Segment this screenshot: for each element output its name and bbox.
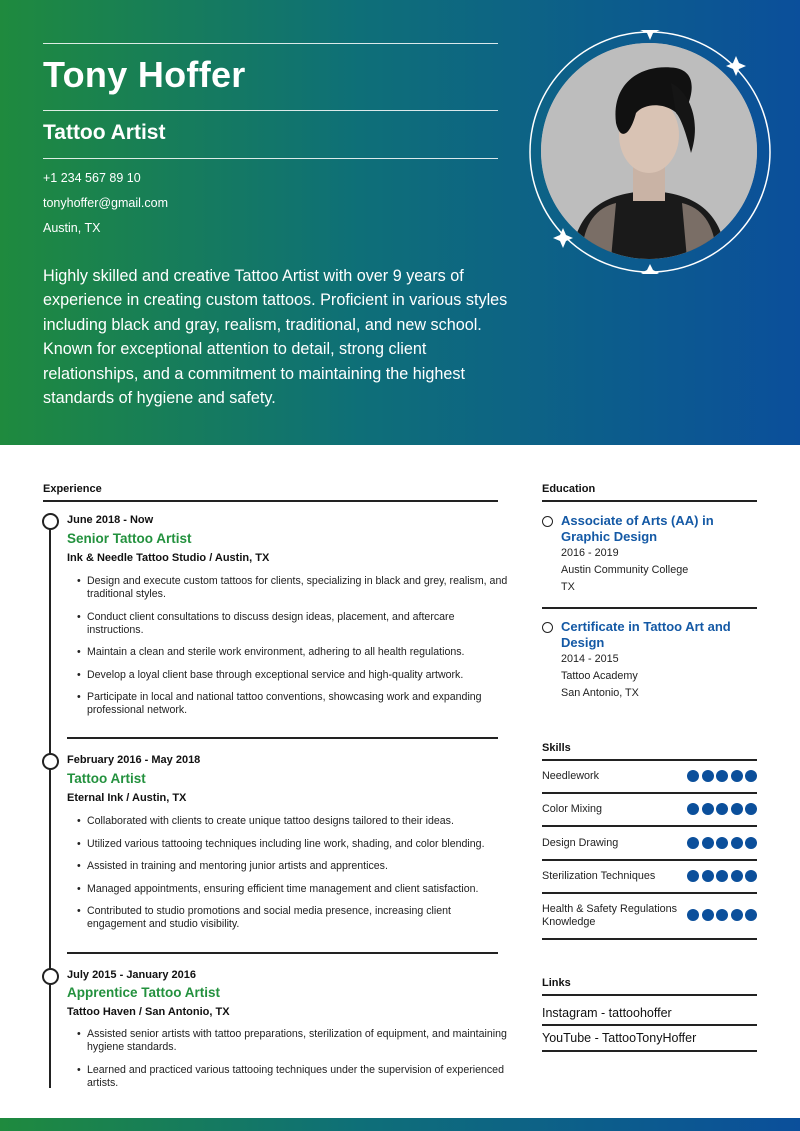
divider xyxy=(542,994,757,996)
list-item: • Develop a loyal client base through exceptional service and high-quality artwork. xyxy=(77,669,512,682)
divider xyxy=(542,607,757,609)
job-company: Tattoo Haven / San Antonio, TX xyxy=(67,1006,230,1018)
list-item: • Collaborated with clients to create unique tattoo designs tailored to their ideas. xyxy=(77,815,512,828)
profile-photo xyxy=(541,43,757,259)
candidate-name: Tony Hoffer xyxy=(43,54,246,95)
education-years: 2014 - 2015 xyxy=(561,653,619,665)
skill-level-dots xyxy=(687,837,757,849)
youtube-link[interactable]: YouTube - TattooTonyHoffer xyxy=(542,1031,697,1045)
divider xyxy=(542,938,757,940)
education-degree: Certificate in Tattoo Art and Design xyxy=(561,619,731,650)
job-date: February 2016 - May 2018 xyxy=(67,754,201,766)
job-title: Tattoo Artist xyxy=(67,771,146,786)
sparkle-icon xyxy=(641,264,659,274)
skill-level-dots xyxy=(687,770,757,782)
experience-timeline xyxy=(49,520,51,1088)
skill-level-dots xyxy=(687,870,757,882)
skill-dot xyxy=(745,770,757,782)
experience-heading: Experience xyxy=(43,483,102,495)
skill-dot xyxy=(716,837,728,849)
job-title: Senior Tattoo Artist xyxy=(67,531,192,546)
divider xyxy=(542,792,757,794)
divider xyxy=(43,110,498,111)
education-years: 2016 - 2019 xyxy=(561,547,619,559)
skill-level-dots xyxy=(687,803,757,815)
divider xyxy=(542,825,757,827)
skill-dot xyxy=(702,870,714,882)
list-item: • Learned and practiced various tattooing techniques under the supervision of experienced artists. xyxy=(77,1064,512,1090)
candidate-role: Tattoo Artist xyxy=(43,121,166,144)
skill-dot xyxy=(745,837,757,849)
list-item: • Participate in local and national tattoo conventions, showcasing work and expanding professional network. xyxy=(77,691,512,717)
skill-dot xyxy=(716,870,728,882)
education-school: Tattoo Academy xyxy=(561,670,638,682)
list-item: • Assisted senior artists with tattoo preparations, sterilization of equipment, and maintaining hygiene standards. xyxy=(77,1028,512,1054)
skill-dot xyxy=(702,770,714,782)
divider xyxy=(542,1050,757,1052)
skill-name: Health & Safety Regulations Knowledge xyxy=(542,903,678,928)
job-title: Apprentice Tattoo Artist xyxy=(67,985,221,1000)
skill-dot xyxy=(731,770,743,782)
skill-dot xyxy=(687,870,699,882)
job-date: June 2018 - Now xyxy=(67,514,154,526)
skill-dot xyxy=(687,909,699,921)
skill-dot xyxy=(716,770,728,782)
list-item: • Design and execute custom tattoos for clients, specializing in black and grey, realism, and traditional styles. xyxy=(77,575,512,601)
list-item: • Maintain a clean and sterile work environment, adhering to all health regulations. xyxy=(77,646,512,659)
job-company: Eternal Ink / Austin, TX xyxy=(67,792,187,804)
skill-dot xyxy=(702,803,714,815)
skill-dot xyxy=(745,803,757,815)
education-dot xyxy=(542,516,553,527)
divider xyxy=(542,759,757,761)
footer-bar xyxy=(0,1118,800,1131)
job-bullets xyxy=(77,815,512,941)
sparkle-icon xyxy=(726,56,746,76)
location-text: Austin, TX xyxy=(43,221,101,235)
skill-dot xyxy=(731,870,743,882)
skill-dot xyxy=(731,837,743,849)
sparkle-icon xyxy=(553,228,573,248)
skill-dot xyxy=(687,803,699,815)
divider xyxy=(542,892,757,894)
skill-name: Sterilization Techniques xyxy=(542,870,656,882)
education-heading: Education xyxy=(542,483,596,495)
email-text: tonyhoffer@gmail.com xyxy=(43,196,169,210)
job-bullets xyxy=(77,575,512,727)
summary-text: Highly skilled and creative Tattoo Artist with over 9 years of experience in creating custom tattoos. Proficient in various styles including black and gray, realism, traditional, and new school. Known for exceptional attention to detail, strong client relationships, and a commitment to maintaining the highest standards of hygiene and safety. xyxy=(43,267,508,408)
divider xyxy=(542,1024,757,1026)
list-item: • Assisted in training and mentoring junior artists and apprentices. xyxy=(77,860,512,873)
skill-dot xyxy=(745,909,757,921)
skill-dot xyxy=(702,909,714,921)
list-item: • Utilized various tattooing techniques including line work, shading, and color blending. xyxy=(77,838,512,851)
list-item: • Managed appointments, ensuring efficient time management and client satisfaction. xyxy=(77,883,512,896)
education-dot xyxy=(542,622,553,633)
divider xyxy=(43,158,498,159)
divider xyxy=(43,43,498,44)
skill-dot xyxy=(731,909,743,921)
timeline-dot xyxy=(42,968,59,985)
skill-dot xyxy=(687,770,699,782)
instagram-link[interactable]: Instagram - tattoohoffer xyxy=(542,1006,672,1020)
timeline-dot xyxy=(42,753,59,770)
divider xyxy=(542,859,757,861)
phone-text: +1 234 567 89 10 xyxy=(43,171,141,185)
skill-dot xyxy=(731,803,743,815)
divider xyxy=(542,500,757,502)
skill-dot xyxy=(716,909,728,921)
list-item: • Conduct client consultations to discuss design ideas, placement, and aftercare instructions. xyxy=(77,611,512,637)
skill-name: Design Drawing xyxy=(542,837,619,849)
timeline-dot xyxy=(42,513,59,530)
skill-dot xyxy=(687,837,699,849)
education-place: TX xyxy=(561,581,575,593)
education-place: San Antonio, TX xyxy=(561,687,639,699)
divider xyxy=(67,737,498,739)
job-date: July 2015 - January 2016 xyxy=(67,969,197,981)
skill-name: Needlework xyxy=(542,770,600,782)
job-company: Ink & Needle Tattoo Studio / Austin, TX xyxy=(67,552,270,564)
links-heading: Links xyxy=(542,977,571,989)
education-school: Austin Community College xyxy=(561,564,689,576)
skill-dot xyxy=(716,803,728,815)
skill-dot xyxy=(702,837,714,849)
skill-dot xyxy=(745,870,757,882)
divider xyxy=(43,500,498,502)
skill-name: Color Mixing xyxy=(542,803,602,815)
education-degree: Associate of Arts (AA) in Graphic Design xyxy=(561,513,714,544)
list-item: • Contributed to studio promotions and social media presence, increasing client engagement and studio visibility. xyxy=(77,905,512,931)
skills-heading: Skills xyxy=(542,742,571,754)
job-bullets xyxy=(77,1028,512,1099)
skill-level-dots xyxy=(687,909,757,921)
divider xyxy=(67,952,498,954)
header-banner xyxy=(0,0,800,445)
